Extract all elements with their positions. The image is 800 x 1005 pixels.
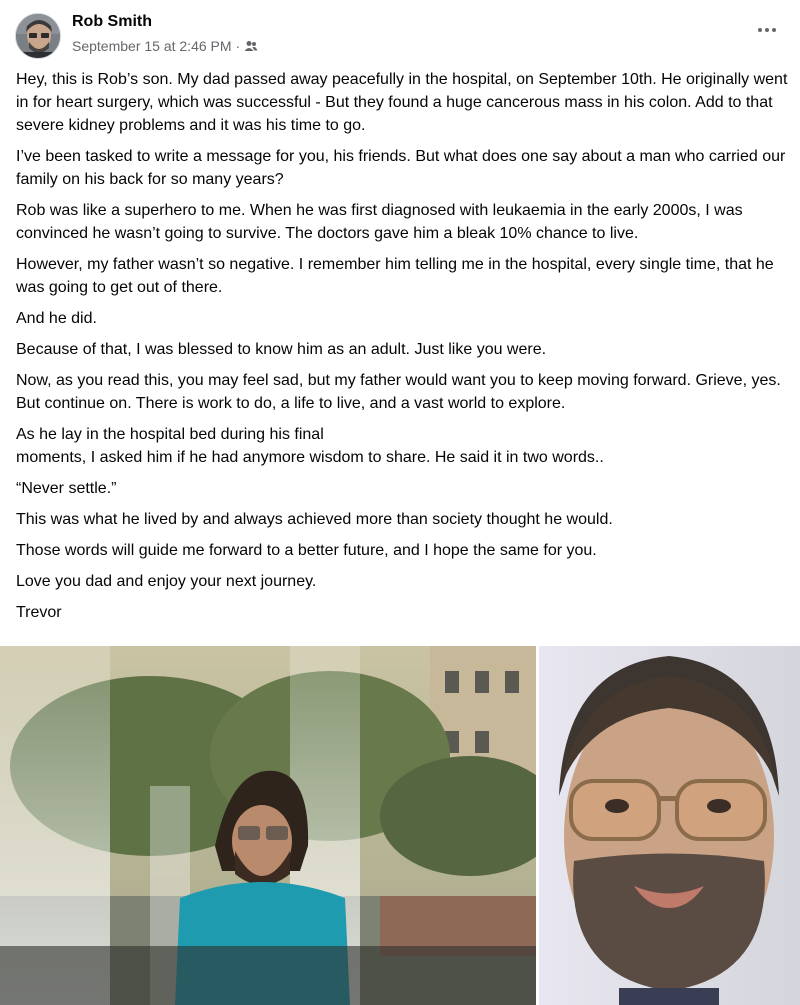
message-paragraph: Love you dad and enjoy your next journey. — [16, 573, 317, 590]
post-meta — [72, 37, 258, 55]
message-paragraph: Because of that, I was blessed to know him as an adult. Just like you were. — [16, 341, 547, 358]
message-paragraph: However, my father wasn’t so negative. I remember him telling me in the hospital, every single time, that he was going to get out of there. — [16, 256, 774, 296]
message-paragraph: moments, I asked him if he had anymore wisdom to share. He said it in two words.. — [16, 449, 604, 466]
message-paragraph: “Never settle.” — [16, 480, 117, 497]
message-signature: Trevor — [16, 604, 62, 621]
post-message — [16, 68, 788, 632]
author-name[interactable]: Rob Smith — [72, 13, 152, 30]
message-paragraph: I’ve been tasked to write a message for you, his friends. But what does one say about a man who carried our family on his back for so many years? — [16, 148, 786, 188]
photo-fountain[interactable] — [0, 646, 536, 1005]
photo-portrait[interactable] — [539, 646, 800, 1005]
meta-separator: · — [235, 38, 241, 54]
more-options-icon — [757, 27, 777, 33]
message-paragraph: Hey, this is Rob’s son. My dad passed away peacefully in the hospital, on September 10th. He originally went in for heart surgery, which was successful - But they found a huge cancerous mass in his colon. Add to that severe kidney problems and it was his time to go. — [16, 71, 788, 134]
message-paragraph: Those words will guide me forward to a better future, and I hope the same for you. — [16, 542, 597, 559]
post-timestamp[interactable]: September 15 at 2:46 PM — [72, 38, 232, 54]
message-paragraph: And he did. — [16, 310, 97, 327]
message-paragraph: This was what he lived by and always achieved more than society thought he would. — [16, 511, 613, 528]
more-options-button[interactable] — [756, 20, 778, 40]
post-photos — [0, 646, 800, 1005]
avatar[interactable] — [15, 13, 61, 59]
message-paragraph: Now, as you read this, you may feel sad, but my father would want you to keep moving forward. Grieve, yes. But continue on. There is work to do, a life to live, and a vast world to explore. — [16, 372, 781, 412]
avatar-image — [16, 14, 61, 59]
friends-icon[interactable] — [244, 40, 258, 52]
message-paragraph: Rob was like a superhero to me. When he was first diagnosed with leukaemia in the early 2000s, I was convinced he wasn’t going to survive. The doctors gave him a bleak 10% chance to live. — [16, 202, 743, 242]
message-paragraph: As he lay in the hospital bed during his final — [16, 426, 324, 443]
post-header — [0, 0, 800, 62]
